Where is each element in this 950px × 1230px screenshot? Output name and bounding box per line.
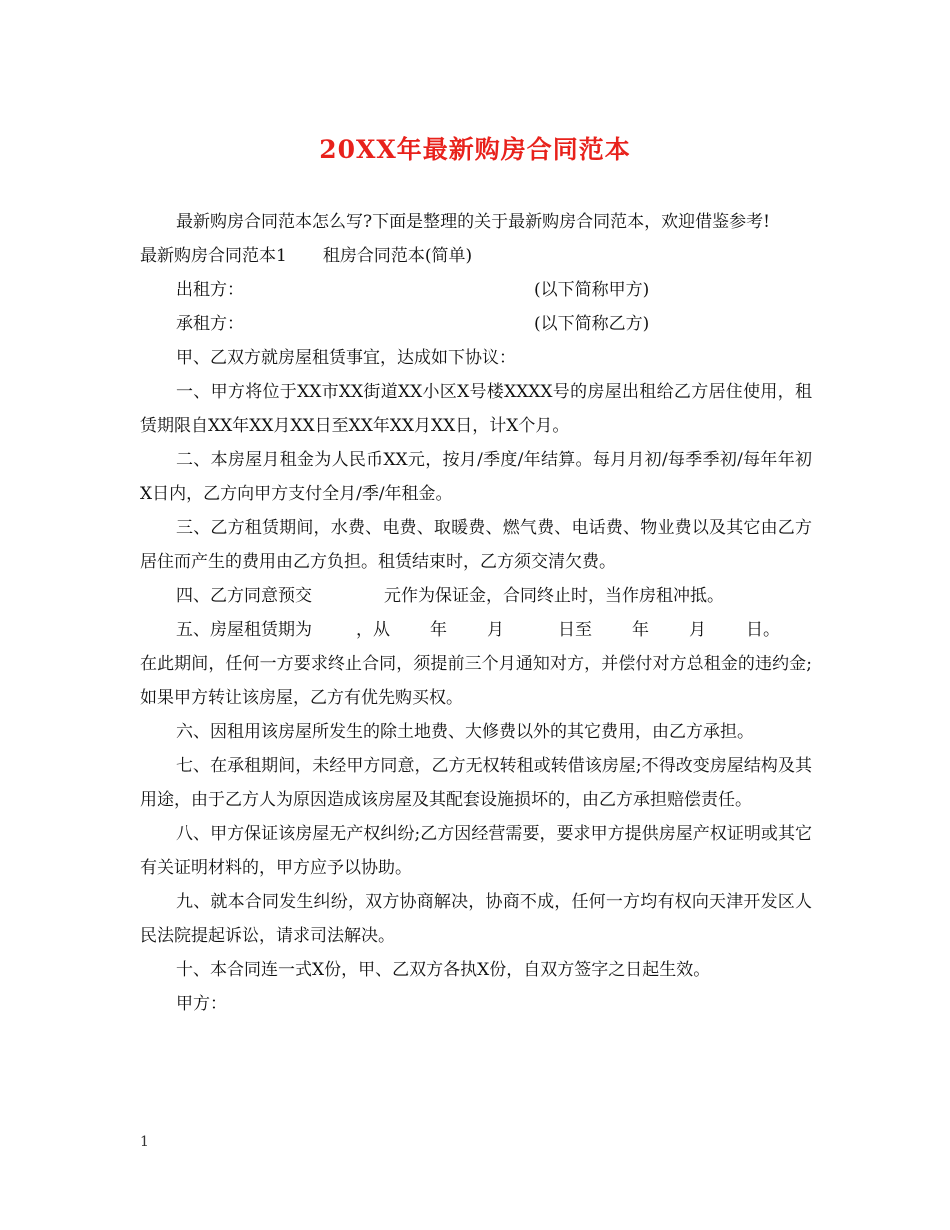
clause-6: 六、因租用该房屋所发生的除土地费、大修费以外的其它费用，由乙方承担。 [176, 722, 754, 742]
clause-5-seg: 年 [430, 620, 447, 640]
lessor-note: (以下简称甲方) [534, 280, 650, 300]
clause-7: 七、在承租期间，未经甲方同意，乙方无权转租或转借该房屋;不得改变房屋结构及其用途，由于乙方人为原因造成该房屋及其配套设施损坏的，由乙方承担赔偿责任。 [140, 756, 812, 810]
lessor-line [176, 273, 812, 307]
section-heading-left: 最新购房合同范本1 [140, 246, 287, 266]
clause-4-part-b: 元作为保证金，合同终止时，当作房租冲抵。 [384, 586, 724, 606]
clause-5-seg: ，从 [356, 620, 390, 640]
clause-1: 一、甲方将位于XX市XX街道XX小区X号楼XXXX号的房屋出租给乙方居住使用，租赁期限自XX年XX月XX日至XX年XX月XX日，计X个月。 [140, 382, 812, 436]
clause-5-line-1 [140, 613, 812, 647]
lessee-note: (以下简称乙方) [534, 314, 650, 334]
clause-4-part-a: 四、乙方同意预交 [176, 586, 312, 606]
clause-2: 二、本房屋月租金为人民币XX元，按月/季度/年结算。每月月初/每季季初/每年年初X日内，乙方向甲方支付全月/季/年租金。 [140, 450, 812, 504]
party-a-signature-label: 甲方： [176, 994, 227, 1014]
clause-5-seg: 五、房屋租赁期为 [176, 620, 312, 640]
lessor-label: 出租方： [176, 280, 244, 300]
clause-5-seg: 月 [689, 620, 706, 640]
clause-3: 三、乙方租赁期间，水费、电费、取暖费、燃气费、电话费、物业费以及其它由乙方居住而产生的费用由乙方负担。租赁结束时，乙方须交清欠费。 [140, 518, 812, 572]
clause-5-seg: 月 [487, 620, 504, 640]
clause-8: 八、甲方保证该房屋无产权纠纷;乙方因经营需要，要求甲方提供房屋产权证明或其它有关证明材料的，甲方应予以协助。 [140, 824, 812, 878]
lessee-label: 承租方： [176, 314, 244, 334]
clause-4 [140, 579, 812, 613]
clause-5-seg: 年 [632, 620, 649, 640]
lessee-line [176, 307, 812, 341]
clause-10: 十、本合同连一式X份，甲、乙双方各执X份，自双方签字之日起生效。 [176, 960, 711, 980]
intro-paragraph: 最新购房合同范本怎么写?下面是整理的关于最新购房合同范本，欢迎借鉴参考! [176, 212, 770, 232]
section-heading-right: 租房合同范本(简单) [322, 246, 473, 266]
page-number: 1 [140, 1134, 149, 1150]
clause-9: 九、就本合同发生纠纷，双方协商解决，协商不成，任何一方均有权向天津开发区人民法院提起诉讼，请求司法解决。 [140, 892, 812, 946]
clause-5-rest: 在此期间，任何一方要求终止合同，须提前三个月通知对方，并偿付对方总租金的违约金;如果甲方转让该房屋，乙方有优先购买权。 [140, 654, 812, 708]
section-heading [140, 239, 812, 273]
clause-5-seg: 日至 [558, 620, 592, 640]
preamble-paragraph: 甲、乙双方就房屋租赁事宜，达成如下协议： [176, 348, 516, 368]
document-title: 20XX年最新购房合同范本 [319, 135, 631, 164]
document-body [140, 205, 812, 1021]
clause-5-seg: 日。 [746, 620, 780, 640]
